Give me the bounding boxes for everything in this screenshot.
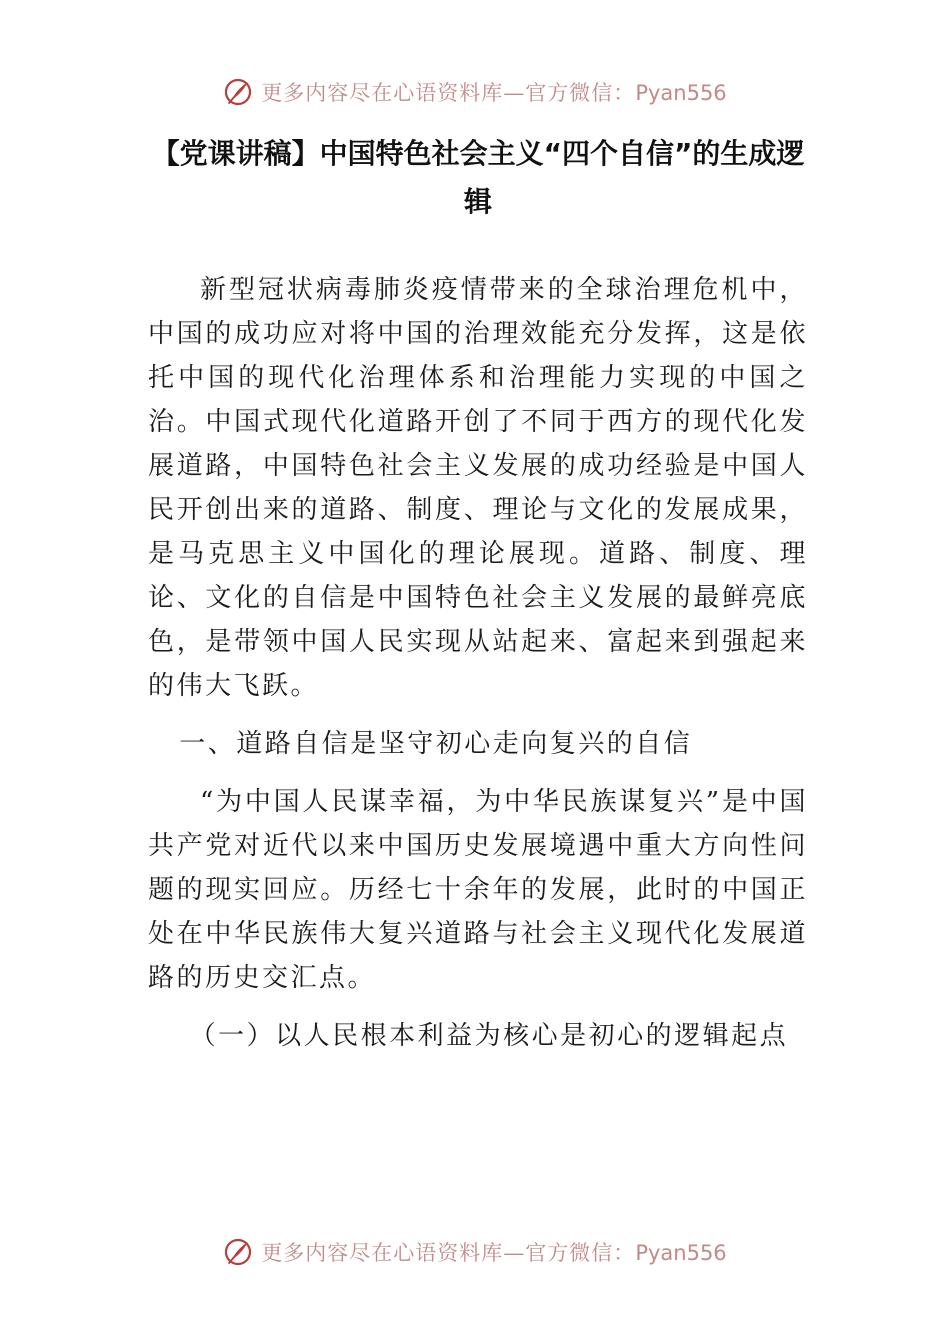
document-title: 【党课讲稿】中国特色社会主义“四个自信”的生成逻辑 <box>151 137 805 218</box>
banner-wechat-id: Pyan556 <box>635 1241 727 1265</box>
feather-pen-logo-icon <box>223 77 253 107</box>
banner-separator: — <box>503 81 526 105</box>
document-body <box>148 268 808 1058</box>
banner-text <box>261 1237 726 1267</box>
subsection-heading: （一）以人民根本利益为核心是初心的逻辑起点 <box>189 1021 789 1051</box>
feather-pen-logo-icon <box>223 1237 253 1267</box>
banner-wechat-label: 官方微信： <box>525 1241 636 1265</box>
footer-watermark-banner <box>0 1232 950 1272</box>
banner-wechat-id: Pyan556 <box>635 81 727 105</box>
banner-brand: 更多内容尽在心语资料库 <box>261 81 504 105</box>
section-heading: 一、道路自信是坚守初心走向复兴的自信 <box>179 729 693 759</box>
banner-text <box>261 77 726 107</box>
banner-separator: — <box>503 1241 526 1265</box>
header-watermark-banner <box>0 72 950 112</box>
intro-paragraph: 新型冠状病毒肺炎疫情带来的全球治理危机中，中国的成功应对将中国的治理效能充分发挥，这是依托中国的现代化治理体系和治理能力实现的中国之治。中国式现代化道路开创了不同于西方的现代化发展道路，中国特色社会主义发展的成功经验是中国人民开创出来的道路、制度、理论与文化的发展成果，是马克思主义中国化的理论展现。道路、制度、理论、文化的自信是中国特色社会主义发展的最鲜亮底色，是带领中国人民实现从站起来、富起来到强起来的伟大飞跃。 <box>148 275 808 701</box>
section-paragraph: “为中国人民谋幸福，为中华民族谋复兴”是中国共产党对近代以来中国历史发展境遇中重大方向性问题的现实回应。历经七十余年的发展，此时的中国正处在中华民族伟大复兴道路与社会主义现代化发展道路的历史交汇点。 <box>148 787 808 993</box>
banner-brand: 更多内容尽在心语资料库 <box>261 1241 504 1265</box>
banner-wechat-label: 官方微信： <box>525 81 636 105</box>
